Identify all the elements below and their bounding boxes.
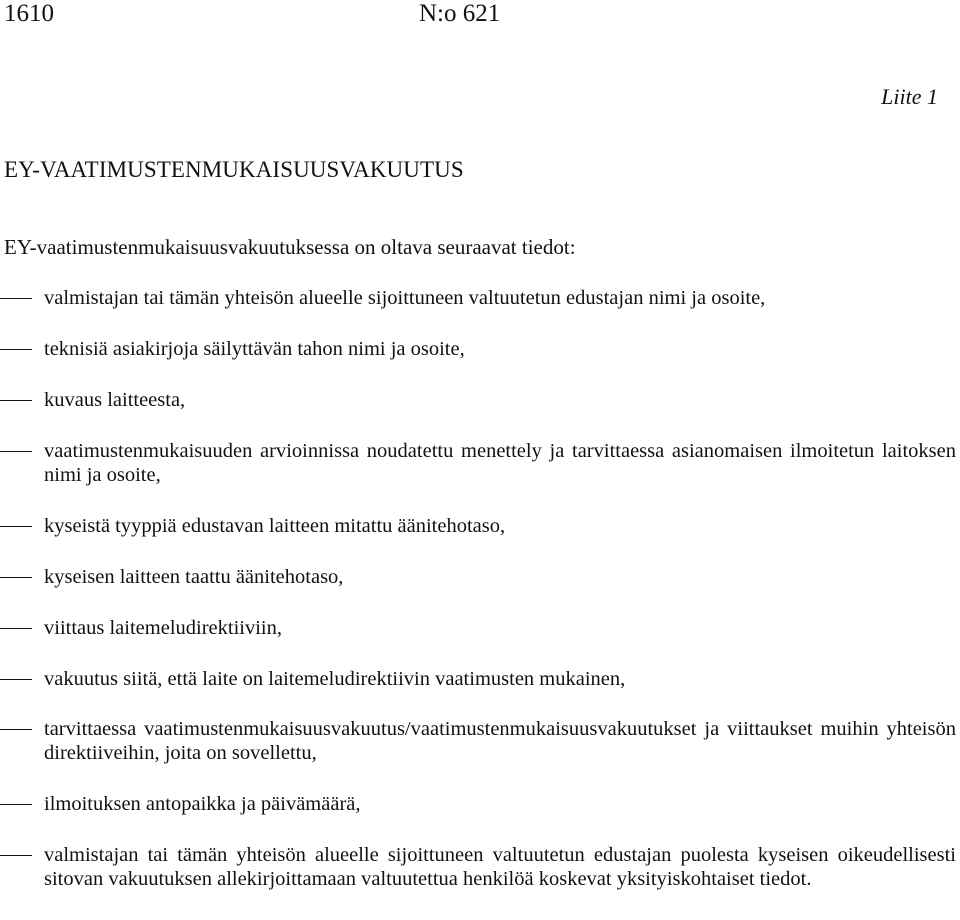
dash-bullet bbox=[0, 729, 32, 730]
list-item bbox=[0, 286, 956, 310]
document-title: EY-VAATIMUSTENMUKAISUUSVAKUUTUS bbox=[4, 157, 464, 182]
issue-number: N:o 621 bbox=[419, 0, 501, 27]
page-number: 1610 bbox=[4, 0, 54, 27]
list-item bbox=[0, 565, 956, 589]
list-item bbox=[0, 843, 956, 891]
list-item-text: kyseisen laitteen taattu äänitehotaso, bbox=[44, 566, 344, 588]
dash-bullet bbox=[0, 298, 32, 299]
dash-bullet bbox=[0, 349, 32, 350]
running-header bbox=[4, 0, 500, 28]
list-item-text: valmistajan tai tämän yhteisön alueelle sijoittuneen valtuutetun edustajan puolesta kyseisen oikeudellisesti sitovan vakuutuksen allekirjoittamaan valtuutettua henkilöä koskevat yksityiskohtaiset tiedot. bbox=[44, 844, 956, 890]
dash-bullet bbox=[0, 400, 32, 401]
list-item-text: kyseistä tyyppiä edustavan laitteen mitattu äänitehotaso, bbox=[44, 515, 506, 537]
list-item-text: teknisiä asiakirjoja säilyttävän tahon nimi ja osoite, bbox=[44, 338, 465, 360]
list-item bbox=[0, 388, 956, 412]
dash-bullet bbox=[0, 526, 32, 527]
dash-bullet bbox=[0, 855, 32, 856]
intro-text: EY-vaatimustenmukaisuusvakuutuksessa on oltava seuraavat tiedot: bbox=[4, 235, 576, 259]
list-item-text: ilmoituksen antopaikka ja päivämäärä, bbox=[44, 793, 361, 815]
list-item-text: vakuutus siitä, että laite on laitemeludirektiivin vaatimusten mukainen, bbox=[44, 668, 626, 690]
list-item bbox=[0, 337, 956, 361]
dash-bullet bbox=[0, 804, 32, 805]
list-item bbox=[0, 792, 956, 816]
list-item-text: viittaus laitemeludirektiiviin, bbox=[44, 617, 282, 639]
list-item-text: vaatimustenmukaisuuden arvioinnissa noudatettu menettely ja tarvittaessa asianomaisen ilmoitetun laitoksen nimi ja osoite, bbox=[44, 440, 956, 486]
list-item bbox=[0, 514, 956, 538]
dash-bullet bbox=[0, 628, 32, 629]
list-item bbox=[0, 616, 956, 640]
list-item-text: kuvaus laitteesta, bbox=[44, 389, 186, 411]
list-item bbox=[0, 717, 956, 765]
dash-bullet bbox=[0, 451, 32, 452]
list-item bbox=[0, 667, 956, 691]
list-item-text: tarvittaessa vaatimustenmukaisuusvakuutus/vaatimustenmukaisuusvakuutukset ja viittaukset muihin yhteisön direktiiveihin, joita on sovellettu, bbox=[44, 718, 956, 764]
dash-bullet bbox=[0, 577, 32, 578]
list-item bbox=[0, 439, 956, 487]
annex-label: Liite 1 bbox=[881, 84, 938, 109]
dash-bullet bbox=[0, 679, 32, 680]
list-item-text: valmistajan tai tämän yhteisön alueelle sijoittuneen valtuutetun edustajan nimi ja osoite, bbox=[44, 287, 766, 309]
